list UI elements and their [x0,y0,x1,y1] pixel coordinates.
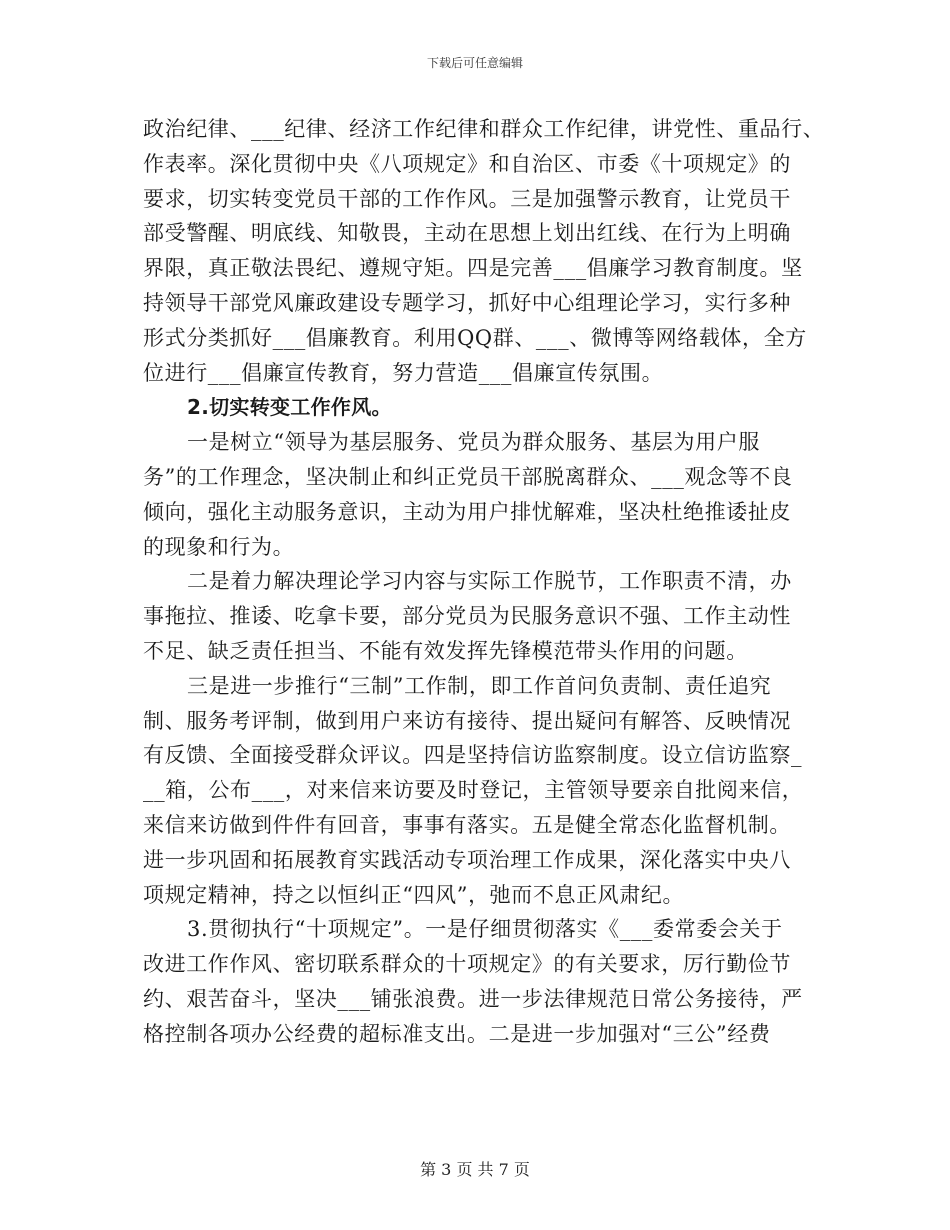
page-header: 下载后可任意编辑 [426,56,523,70]
text-line: 界限，真正敬法畏纪、遵规守矩。四是完善___倡廉学习教育制度。坚 [143,256,803,281]
text-line: 三是进一步推行“三制”工作制，即工作首问负责制、责任追究 [187,673,772,698]
text-line: 政治纪律、___纪律、经济工作纪律和群众工作纪律，讲党性、重品行、 [143,117,825,141]
text-line: 倾向，强化主动服务意识，主动为用户排忧解难，坚决杜绝推诿扯皮 [143,499,791,524]
text-line: 的现象和行为。 [143,534,295,559]
text-line: 位进行___倡廉宣传教育，努力营造___倡廉宣传氛围。 [143,360,664,385]
text-line: 来信来访做到件件有回音，事事有落实。五是健全常态化监督机制。 [143,812,791,837]
text-line: 格控制各项办公经费的超标准支出。二是进一步加强对“三公”经费 [143,1021,771,1046]
text-line: 约、艰苦奋斗，坚决___铺张浪费。进一步法律规范日常公务接待，严 [143,986,803,1011]
text-line: 3.贯彻执行“十项规定”。一是仔细贯彻落实《___委常委会关于 [187,917,783,942]
text-line: 二是着力解决理论学习内容与实际工作脱节，工作职责不清，办 [187,569,792,594]
text-line: 进一步巩固和拓展教育实践活动专项治理工作成果，深化落实中央八 [143,847,791,872]
text-line: 制、服务考评制，做到用户来访有接待、提出疑问有解答、反映情况 [143,708,791,733]
document-body [143,112,825,1052]
text-line: 有反馈、全面接受群众评议。四是坚持信访监察制度。设立信访监察_ [143,743,803,768]
page-footer: 第 3 页 共 7 页 [420,1160,530,1179]
text-line: __箱，公布___，对来信来访要及时登记，主管领导要亲自批阅来信， [143,778,804,803]
text-line: 持领导干部党风廉政建设专题学习，抓好中心组理论学习，实行多种 [143,290,791,315]
text-line: 改进工作作风、密切联系群众的十项规定》的有关要求，厉行勤俭节 [143,952,791,977]
text-line: 作表率。深化贯彻中央《八项规定》和自治区、市委《十项规定》的 [143,151,791,176]
text-line: 要求，切实转变党员干部的工作作风。三是加强警示教育，让党员干 [143,186,791,211]
section-heading: 2.切实转变工作作风。 [187,395,392,420]
text-line: 事拖拉、推诿、吃拿卡要，部分党员为民服务意识不强、工作主动性 [143,604,791,629]
text-line: 不足、缺乏责任担当、不能有效发挥先锋模范带头作用的问题。 [143,638,748,663]
text-line: 务”的工作理念，坚决制止和纠正党员干部脱离群众、___观念等不良 [143,464,793,489]
text-line: 项规定精神，持之以恒纠正“四风”，弛而不息正风肃纪。 [143,882,685,907]
text-line: 形式分类抓好___倡廉教育。利用QQ群、___、微博等网络载体，全方 [143,325,807,350]
text-line: 部受警醒、明底线、知敬畏，主动在思想上划出红线、在行为上明确 [143,221,791,246]
text-line: 一是树立“领导为基层服务、党员为群众服务、基层为用户服 [187,430,760,455]
